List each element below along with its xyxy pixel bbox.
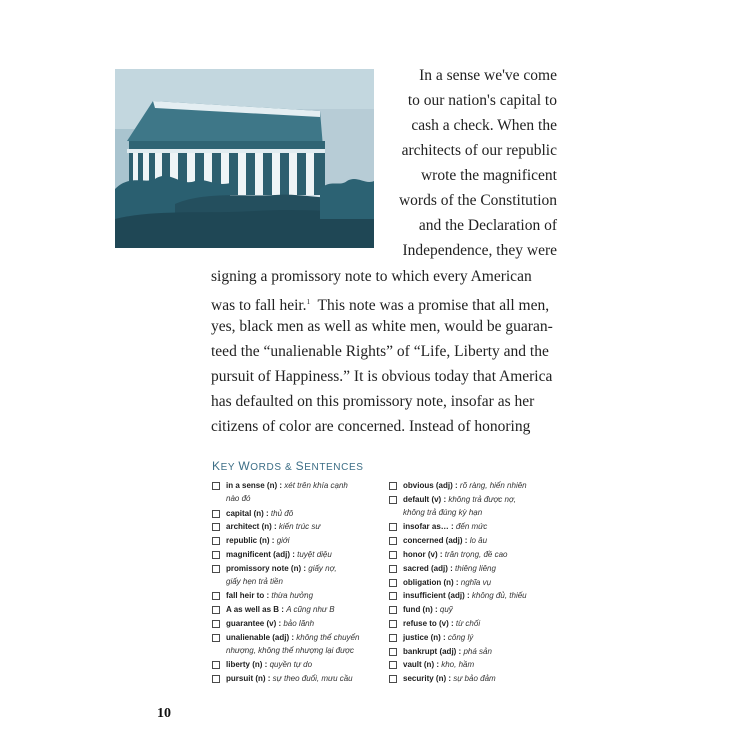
keyword-entry: [226, 605, 335, 614]
keyword-entry: [226, 591, 313, 600]
keyword-entry: [403, 550, 508, 559]
body-line: Independence, they were: [402, 242, 557, 259]
keyword-checkbox[interactable]: [212, 565, 220, 573]
footnote-marker: 1: [306, 298, 311, 306]
body-line: teed the “unalienable Rights” of “Life, Liberty and the: [211, 343, 549, 360]
keyword-checkbox[interactable]: [212, 592, 220, 600]
lincoln-memorial-photo: [115, 69, 374, 248]
keyword-checkbox[interactable]: [389, 537, 397, 545]
keyword-meaning: không đủ, thiếu: [471, 591, 527, 601]
keyword-term: pursuit (n) :: [226, 673, 271, 683]
keyword-checkbox[interactable]: [212, 606, 220, 614]
keyword-term: insofar as… :: [403, 522, 454, 532]
keyword-meaning-continued: nhượng, không thể nhượng lại được: [226, 645, 355, 655]
heading-part: ENTENCES: [304, 462, 364, 473]
heading-part: W: [238, 459, 251, 473]
keyword-term: guarantee (v) :: [226, 618, 282, 628]
keyword-checkbox[interactable]: [212, 537, 220, 545]
keyword-entry: [226, 564, 337, 573]
keyword-meaning: bảo lãnh: [283, 618, 315, 628]
keywords-heading: [212, 459, 364, 473]
body-line: and the Declaration of: [418, 217, 557, 234]
body-line: In a sense we've come: [419, 67, 557, 84]
keyword-checkbox[interactable]: [212, 675, 220, 683]
keyword-meaning-continued: giấy hẹn trả tiền: [226, 576, 283, 586]
keyword-term: sacred (adj) :: [403, 563, 453, 573]
keyword-meaning: công lý: [447, 632, 474, 642]
keyword-checkbox[interactable]: [389, 592, 397, 600]
keyword-checkbox[interactable]: [389, 523, 397, 531]
keyword-entry: [403, 647, 492, 656]
heading-part: EY: [220, 462, 239, 473]
keyword-meaning: đến mức: [455, 522, 488, 532]
keyword-meaning: sự bảo đảm: [453, 674, 496, 684]
keyword-meaning: không trả được nợ,: [448, 494, 517, 504]
keyword-entry: [403, 495, 516, 504]
keyword-entry: [403, 578, 491, 587]
keyword-meaning: từ chối: [455, 618, 481, 628]
keyword-meaning: kho, hầm: [441, 660, 475, 670]
body-line: [211, 293, 549, 315]
heading-part: S: [295, 459, 305, 473]
body-line: to our nation's capital to: [407, 92, 557, 109]
heading-part: K: [212, 459, 221, 473]
keyword-term: fall heir to :: [226, 591, 270, 601]
keyword-meaning: quyền tự do: [269, 660, 313, 670]
keyword-term: republic (n) :: [226, 536, 275, 546]
keyword-term: promissory note (n) :: [226, 563, 307, 573]
keyword-meaning: thủ đô: [270, 508, 294, 518]
keyword-meaning: quỹ: [439, 605, 453, 615]
keyword-checkbox[interactable]: [212, 523, 220, 531]
keyword-meaning-continued: nào đó: [226, 494, 251, 503]
keyword-checkbox[interactable]: [389, 565, 397, 573]
body-line: words of the Constitution: [398, 192, 557, 209]
heading-part: ORDS &: [250, 462, 296, 473]
keyword-term: obligation (n) :: [403, 577, 459, 587]
keyword-term: justice (n) :: [403, 632, 446, 642]
keyword-meaning: phá sản: [463, 646, 492, 656]
body-line: yes, black men as well as white men, would be guaran-: [211, 318, 553, 335]
keyword-entry: [226, 633, 359, 642]
keyword-meaning: rõ ràng, hiển nhiên: [459, 481, 527, 490]
keyword-entry: [226, 509, 293, 518]
body-line: has defaulted on this promissory note, insofar as her: [211, 393, 535, 410]
keyword-term: magnificent (adj) :: [226, 549, 295, 559]
keyword-meaning: thừa hưởng: [271, 591, 314, 601]
keyword-term: obvious (adj) :: [403, 481, 458, 490]
keyword-entry: [226, 550, 332, 559]
keyword-term: refuse to (v) :: [403, 618, 454, 628]
keyword-term: capital (n) :: [226, 508, 269, 518]
keyword-entry: [403, 660, 474, 669]
keyword-entry: [403, 619, 480, 628]
keyword-checkbox[interactable]: [389, 579, 397, 587]
keyword-checkbox[interactable]: [212, 634, 220, 642]
keyword-checkbox[interactable]: [212, 510, 220, 518]
keyword-entry: [403, 564, 496, 573]
keyword-entry: [226, 619, 314, 628]
keyword-checkbox[interactable]: [212, 551, 220, 559]
keyword-entry: [403, 591, 527, 600]
keyword-term: unalienable (adj) :: [226, 632, 295, 642]
keyword-term: honor (v) :: [403, 549, 443, 559]
body-line: pursuit of Happiness.” It is obvious today that America: [211, 368, 553, 385]
body-line-part: was to fall heir.: [211, 297, 307, 314]
keyword-entry: [403, 481, 527, 490]
keyword-meaning: giấy nợ,: [308, 563, 337, 573]
keyword-checkbox[interactable]: [389, 675, 397, 683]
keyword-checkbox[interactable]: [389, 634, 397, 642]
body-line-part: This note was a promise that all men,: [310, 297, 550, 314]
keyword-meaning: giới: [276, 536, 290, 546]
keyword-checkbox[interactable]: [389, 496, 397, 504]
keyword-meaning: sự theo đuổi, mưu cầu: [272, 673, 353, 683]
keyword-entry: [403, 522, 487, 531]
keyword-meaning-continued: không trả đúng kỳ hạn: [403, 507, 483, 517]
keyword-checkbox[interactable]: [212, 482, 220, 490]
keyword-meaning: lo âu: [469, 536, 488, 546]
keyword-meaning: A cũng như B: [286, 605, 335, 614]
keyword-term: bankrupt (adj) :: [403, 646, 462, 656]
keyword-checkbox[interactable]: [389, 661, 397, 669]
keyword-meaning: thiêng liêng: [455, 563, 496, 573]
keyword-term: insufficient (adj) :: [403, 591, 470, 601]
keyword-meaning: xét trên khía cạnh: [284, 481, 348, 490]
keyword-checkbox[interactable]: [389, 551, 397, 559]
keyword-entry: [403, 536, 487, 545]
body-line: cash a check. When the: [411, 117, 557, 134]
keyword-term: A as well as B :: [226, 605, 284, 614]
keyword-entry: [226, 674, 353, 683]
keyword-entry: [226, 522, 320, 531]
keyword-term: architect (n) :: [226, 522, 277, 532]
keyword-term: concerned (adj) :: [403, 536, 468, 546]
keyword-entry: [226, 660, 312, 669]
body-line: citizens of color are concerned. Instead of honoring: [211, 418, 531, 435]
keyword-entry: [403, 633, 473, 642]
body-line: wrote the magnificent: [420, 167, 557, 184]
keyword-term: default (v) :: [403, 494, 447, 504]
keyword-meaning: kiến trúc sư: [278, 522, 321, 532]
keyword-meaning: không thể chuyển: [296, 632, 360, 642]
keyword-checkbox[interactable]: [212, 620, 220, 628]
keyword-term: vault (n) :: [403, 660, 439, 670]
keyword-checkbox[interactable]: [389, 648, 397, 656]
keyword-term: fund (n) :: [403, 605, 438, 615]
keyword-entry: [226, 536, 290, 545]
keyword-checkbox[interactable]: [389, 482, 397, 490]
keyword-entry: [403, 674, 496, 683]
keyword-meaning: nghĩa vụ: [460, 577, 492, 587]
page-number: 10: [157, 706, 171, 721]
body-line: signing a promissory note to which every American: [211, 268, 532, 285]
keyword-meaning: trân trọng, đề cao: [444, 549, 508, 559]
keyword-term: security (n) :: [403, 674, 452, 684]
keyword-term: in a sense (n) :: [226, 481, 283, 490]
keyword-checkbox[interactable]: [389, 620, 397, 628]
keyword-meaning: tuyệt diệu: [297, 549, 332, 559]
keyword-term: liberty (n) :: [226, 660, 268, 670]
body-line: architects of our republic: [401, 142, 557, 159]
keyword-entry: [403, 605, 453, 614]
keyword-checkbox[interactable]: [212, 661, 220, 669]
keyword-checkbox[interactable]: [389, 606, 397, 614]
keyword-entry: [226, 481, 348, 490]
